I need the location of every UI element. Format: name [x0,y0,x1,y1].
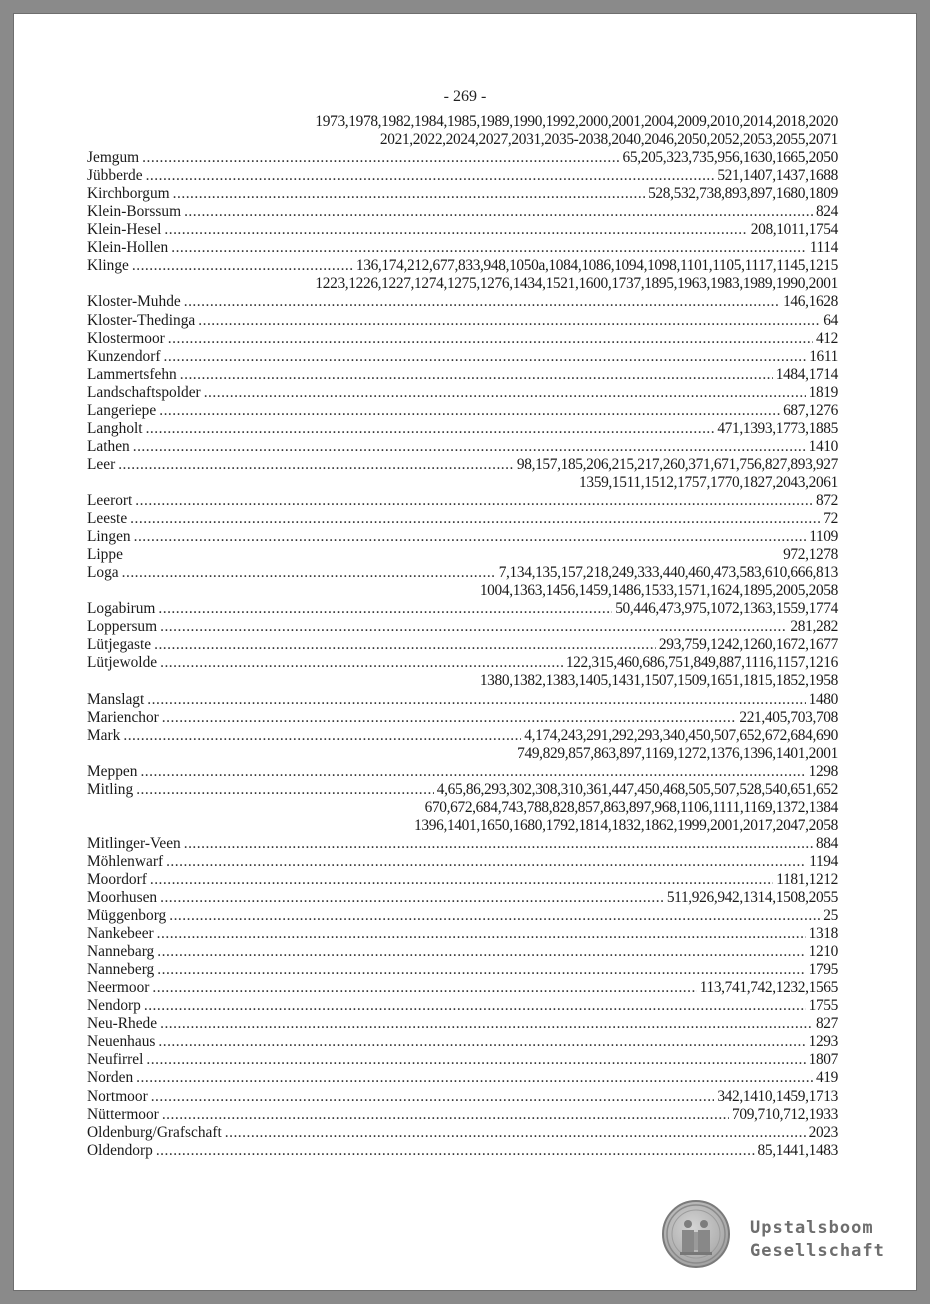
index-entry [87,510,838,528]
entry-name: Nannebarg [87,943,155,961]
entry-name: Oldenburg/Grafschaft [87,1123,222,1141]
index-entry [87,727,838,745]
entry-references: 824 [815,203,838,221]
leader-dots [164,348,807,366]
entry-name: Lammertsfehn [87,365,177,383]
index-entry [87,1033,838,1051]
entry-references: 884 [815,834,838,852]
entry-name: Meppen [87,762,138,780]
entry-references: 1114 [809,239,838,257]
index-entry [87,871,838,889]
leader-dots [154,636,656,654]
index-entry [87,366,838,384]
leader-dots [184,835,813,853]
entry-references: 827 [815,1015,838,1033]
entry-references-continued: 1380,1382,1383,1405,1431,1507,1509,1651,1815,1852,1958 [479,672,838,690]
entry-references: 1819 [808,383,838,401]
entry-references: 709,710,712,1933 [732,1105,838,1123]
leader-dots [133,438,806,456]
entry-references: 1480 [808,690,838,708]
entry-references: 342,1410,1459,1713 [717,1087,838,1105]
index-entry [87,654,838,672]
index-entry [87,402,838,420]
entry-references: 65,205,323,735,956,1630,1665,2050 [622,149,838,167]
leader-dots [173,185,645,203]
entry-references: 64 [823,311,838,329]
entry-name: Neufirrel [87,1051,144,1069]
leader-dots [158,1033,805,1051]
leader-dots [171,239,807,257]
entry-references: 50,446,473,975,1072,1363,1559,1774 [615,600,838,618]
entry-name: Lathen [87,437,130,455]
leader-dots [204,384,806,402]
leader-dots [180,366,773,384]
index-entry [87,203,838,221]
entry-references: 1755 [808,997,838,1015]
entry-name: Kloster-Thedinga [87,311,196,329]
leader-dots [140,763,805,781]
entry-references: 122,315,460,686,751,849,887,1116,1157,1216 [565,654,838,672]
entry-references: 7,134,135,157,218,249,333,440,460,473,583,610,666,813 [498,564,838,582]
entry-name: Leerort [87,491,133,509]
entry-name: Müggenborg [87,907,167,925]
leader-dots [136,781,434,799]
index-entry [87,221,838,239]
entry-references: 72 [823,510,838,528]
index-entry [87,420,838,438]
index-entry [87,149,838,167]
brand-line-1: Upstalsboom [750,1218,874,1238]
brand-line-2: Gesellschaft [750,1241,885,1261]
entry-references: 2023 [808,1123,838,1141]
entry-references: 687,1276 [783,401,838,419]
entry-references: 872 [815,491,838,509]
entry-name: Klein-Borssum [87,203,182,221]
entry-references: 1611 [809,347,838,365]
index-entry [87,312,838,330]
entry-references: 1181,1212 [776,870,838,888]
entry-references: 1484,1714 [775,365,838,383]
leader-dots [132,257,353,275]
entry-references: 281,282 [790,618,838,636]
index-entry [87,438,838,456]
leader-dots [169,907,820,925]
entry-name: Loppersum [87,618,158,636]
entry-name: Lütjegaste [87,636,152,654]
index-entry [87,709,838,727]
leader-dots [142,149,619,167]
entry-name: Moorhusen [87,889,158,907]
leader-dots [164,221,747,239]
entry-references: 1795 [808,961,838,979]
index-entry [87,763,838,781]
seal-emblem [662,1200,730,1268]
entry-references: 1210 [808,943,838,961]
index-entry [87,456,838,474]
index-entry [87,853,838,871]
leader-dots [162,1106,729,1124]
entry-references: 1318 [808,925,838,943]
index-entry [87,384,838,402]
index-entry [87,781,838,799]
entry-references: 412 [815,329,838,347]
index-entry [87,1069,838,1087]
leader-dots [150,871,773,889]
index-entry [87,528,838,546]
leader-dots [152,979,696,997]
entry-references-continued: 1359,1511,1512,1757,1770,1827,2043,2061 [579,473,838,491]
leader-dots [118,456,514,474]
entry-references: 85,1441,1483 [757,1141,838,1159]
leader-dots [151,1088,715,1106]
index-entry [87,618,838,636]
leader-dots [184,293,780,311]
entry-name: Manslagt [87,690,145,708]
index-entry [87,943,838,961]
leader-dots [122,564,496,582]
entry-name: Jübberde [87,167,143,185]
entry-name: Nankebeer [87,925,154,943]
index-entry [87,600,838,618]
entry-name: Langholt [87,419,143,437]
leader-dots [146,420,715,438]
entry-name: Klein-Hesel [87,221,162,239]
index-entry [87,925,838,943]
leader-dots [225,1124,806,1142]
leader-dots [157,925,806,943]
leader-dots [147,691,805,709]
leader-dots [159,402,780,420]
leader-dots [130,510,820,528]
entry-references: 1410 [808,437,838,455]
entry-references-continued: 1973,1978,1982,1984,1985,1989,1990,1992,2000,2001,2004,2009,2010,2014,2018,2020 [315,113,838,130]
index-entry [87,961,838,979]
entry-name: Langeriepe [87,401,157,419]
entry-name: Kirchborgum [87,185,170,203]
index-entry [87,293,838,311]
entry-references: 511,926,942,1314,1508,2055 [666,889,838,907]
index-entry [87,167,838,185]
entry-name: Klinge [87,257,129,275]
document-page [14,14,916,1290]
entry-references: 1194 [809,852,838,870]
entry-references: 25 [823,907,838,925]
entry-name: Nanneberg [87,961,155,979]
index-entry [87,330,838,348]
page-number: - 269 - [443,88,487,105]
leader-dots [158,600,612,618]
leader-dots [166,853,806,871]
index-entry [87,185,838,203]
index-entry [87,1015,838,1033]
entry-name: Neuenhaus [87,1033,156,1051]
entry-references-continued: 749,829,857,863,897,1169,1272,1376,1396,1401,2001 [517,744,838,762]
leader-dots [162,709,737,727]
entry-references-continued: 670,672,684,743,788,828,857,863,897,968,1106,1111,1169,1372,1384 [424,798,838,816]
entry-references: 4,65,86,293,302,308,310,361,447,450,468,505,507,528,540,651,652 [436,780,838,798]
entry-name: Nortmoor [87,1087,148,1105]
entry-references-continued: 1396,1401,1650,1680,1792,1814,1832,1862,1999,2001,2017,2047,2058 [414,816,838,834]
entry-name: Leeste [87,510,128,528]
entry-name: Neu-Rhede [87,1015,158,1033]
leader-dots [134,528,807,546]
entry-name: Neermoor [87,979,150,997]
leader-dots [146,1051,805,1069]
leader-dots [135,492,813,510]
index-entry [87,997,838,1015]
index-entry [87,1088,838,1106]
entry-name: Möhlenwarf [87,852,164,870]
leader-dots [156,1142,755,1160]
index-entry [87,691,838,709]
entry-references: 419 [815,1069,838,1087]
seal-figures-icon [664,1202,728,1266]
index-entry [87,907,838,925]
entry-references: 521,1407,1437,1688 [717,167,838,185]
index-entry [87,1142,838,1160]
entry-name: Jemgum [87,149,140,167]
entry-references: 146,1628 [783,293,838,311]
entry-references: 221,405,703,708 [739,708,838,726]
entry-name: Nüttermoor [87,1105,159,1123]
entry-name: Norden [87,1069,134,1087]
leader-dots [157,961,805,979]
leader-dots [146,167,715,185]
index-entry [87,257,838,275]
brand-name [750,1217,885,1263]
entry-name: Leer [87,455,116,473]
leader-dots [160,654,563,672]
entry-references: 136,174,212,677,833,948,1050a,1084,1086,1094,1098,1101,1105,1117,1145,1215 [355,257,838,275]
entry-name: Nendorp [87,997,141,1015]
entry-name: Loga [87,564,119,582]
entry-name: Kunzendorf [87,347,161,365]
entry-name: Mark [87,726,121,744]
entry-references: 4,174,243,291,292,293,340,450,507,652,672,684,690 [524,726,838,744]
leader-dots [144,997,806,1015]
entry-name: Mitlinger-Veen [87,834,181,852]
entry-name: Lütjewolde [87,654,158,672]
entry-name: Moordorf [87,870,147,888]
leader-dots [198,312,820,330]
entry-references: 1109 [809,528,838,546]
entry-name: Logabirum [87,600,156,618]
entry-references: 528,532,738,893,897,1680,1809 [648,185,838,203]
index-entry [87,492,838,510]
index-entry [87,348,838,366]
entry-references-continued: 2021,2022,2024,2027,2031,2035-2038,2040,2046,2050,2052,2053,2055,2071 [379,131,838,149]
entry-references: 293,759,1242,1260,1672,1677 [658,636,838,654]
entry-name: Kloster-Muhde [87,293,181,311]
entry-references: 98,157,185,206,215,217,260,371,671,756,827,893,927 [516,455,838,473]
entry-references: 113,741,742,1232,1565 [699,979,838,997]
leader-dots [160,1015,813,1033]
entry-name: Klein-Hollen [87,239,169,257]
index-entry [87,1106,838,1124]
index-entry [87,889,838,907]
entry-references: 208,1011,1754 [750,221,838,239]
entry-references-continued: 1004,1363,1456,1459,1486,1533,1571,1624,1895,2005,2058 [479,582,838,600]
leader-dots [184,203,813,221]
entry-name: Klostermoor [87,329,165,347]
entry-name: Marienchor [87,708,159,726]
index-entry [87,1051,838,1069]
leader-dots [160,889,664,907]
entry-name: Landschaftspolder [87,383,201,401]
leader-dots [168,330,813,348]
entry-references-continued: 1223,1226,1227,1274,1275,1276,1434,1521,1600,1737,1895,1963,1983,1989,1990,2001 [315,275,838,293]
entry-references: 471,1393,1773,1885 [717,419,838,437]
index-entry [87,546,838,564]
entry-references: 972,1278 [783,546,838,564]
index-entry [87,979,838,997]
index-entry [87,1124,838,1142]
index-entry [87,239,838,257]
entry-name: Mitling [87,780,134,798]
leader-dots [123,727,521,745]
leader-dots [160,618,787,636]
entry-name: Lippe [87,546,123,564]
leader-dots [136,1069,813,1087]
entry-name: Lingen [87,528,131,546]
entry-references: 1807 [808,1051,838,1069]
entry-name: Oldendorp [87,1141,153,1159]
index-entry [87,835,838,853]
place-index-list [87,113,838,1160]
index-entry [87,636,838,654]
leader-dots [157,943,805,961]
entry-references: 1293 [808,1033,838,1051]
entry-references: 1298 [808,762,838,780]
index-entry [87,564,838,582]
